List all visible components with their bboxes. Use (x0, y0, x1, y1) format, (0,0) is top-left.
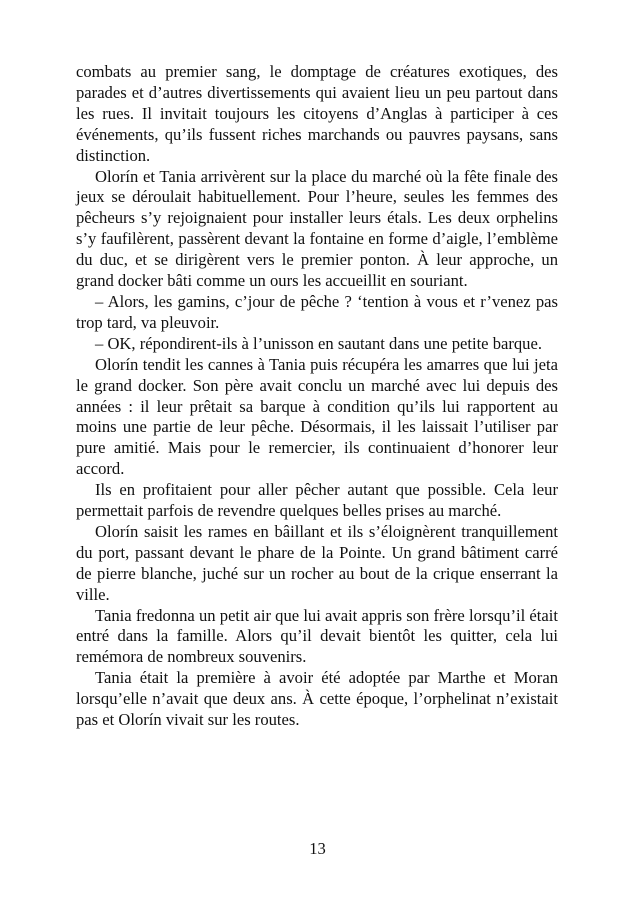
dialogue-docker: – Alors, les gamins, c’jour de pêche ? ‘tention à vous et r’venez pas trop tard, va pleuvoir. (76, 291, 558, 332)
paragraph-fishing: Ils en profitaient pour aller pêcher autant que possible. Cela leur permettait parfois de revendre quelques belles prises au marché. (76, 480, 558, 521)
paragraph-adoption: Tania était la première à avoir été adoptée par Marthe et Moran lorsqu’elle n’avait que deux ans. À cette époque, l’orphelinat n’existait pas et Olorín vivait sur les routes. (76, 668, 558, 730)
dialogue-children: – OK, répondirent-ils à l’unisson en sautant dans une petite barque. (95, 333, 542, 353)
paragraph-rowing: Olorín saisit les rames en bâillant et ils s’éloignèrent tranquillement du port, passant devant le phare de la Pointe. Un grand bâtiment carré de pierre blanche, juché sur un rocher au bout de la crique enserrant la ville. (76, 521, 558, 604)
page-number: 13 (309, 839, 326, 858)
body-text (76, 62, 558, 731)
paragraph-continuation: combats au premier sang, le domptage de créatures exotiques, des parades et d’autres divertissements qui avaient lieu un peu partout dans les rues. Il invitait toujours les citoyens d’Anglas à participer à ces événements, qu’ils fussent riches marchands ou pauvres paysans, sans distinction. (76, 62, 558, 165)
paragraph-tania-song: Tania fredonna un petit air que lui avait appris son frère lorsqu’il était entré dans la famille. Alors qu’il devait bientôt les quitter, cela lui remémora de nombreux souvenirs. (76, 605, 558, 667)
paragraph-boat-deal: Olorín tendit les cannes à Tania puis récupéra les amarres que lui jeta le grand docker. Son père avait conclu un marché avec lui depuis des années : il leur prêtait sa barque à condition qu’ils lui rapportent au moins une partie de leur pêche. Désormais, il les laissait l’utiliser par pure amitié. Mais pour le remercier, ils continuaient d’honorer leur accord. (76, 354, 558, 479)
paragraph-market-arrival: Olorín et Tania arrivèrent sur la place du marché où la fête finale des jeux se déroulait habituellement. Pour l’heure, seules les femmes des pêcheurs s’y rejoignaient pour installer leurs étals. Les deux orphelins s’y faufilèrent, passèrent devant la fontaine en forme d’aigle, l’emblème du duc, et se dirigèrent vers le premier ponton. À leur approche, un grand docker bâti comme un ours les accueillit en souriant. (76, 166, 558, 291)
